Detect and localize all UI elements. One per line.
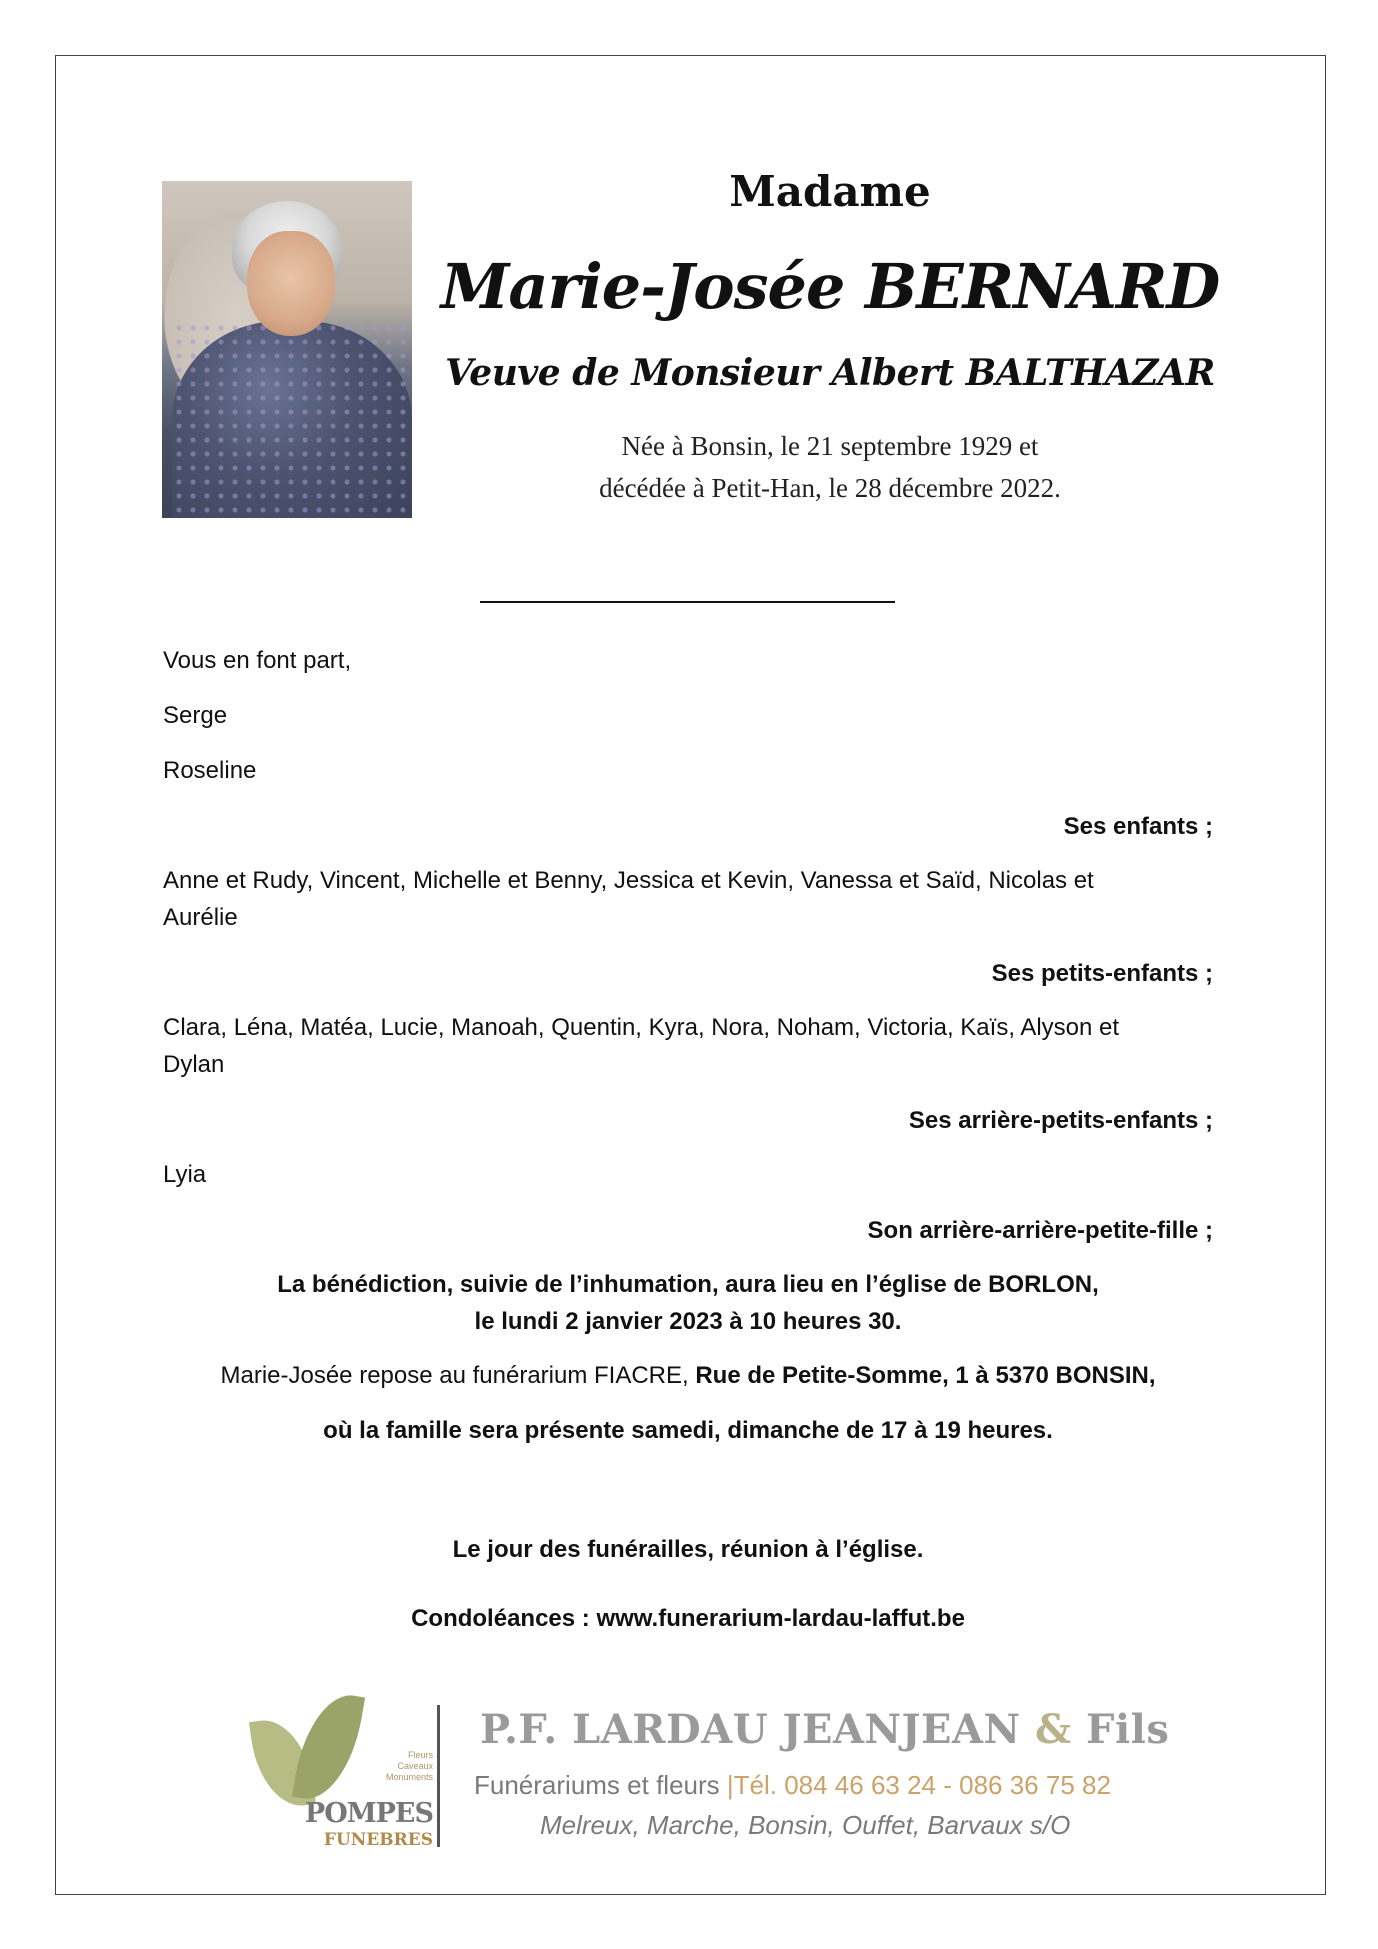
great-grandchildren-label: Ses arrière-petits-enfants ;: [908, 1107, 1213, 1134]
intro-text: Vous en font part,: [163, 647, 352, 674]
brand-name: P.F. LARDAU JEANJEAN & Fils: [480, 1706, 1170, 1753]
ceremony-date: le lundi 2 janvier 2023 à 10 heures 30.: [474, 1308, 902, 1335]
ceremony-block: [163, 1266, 1213, 1340]
great-grandchildren-line: Dylan: [163, 1051, 225, 1078]
separator-rule: [480, 601, 895, 603]
footer-divider: [437, 1705, 440, 1847]
died-line: décédée à Petit-Han, le 28 décembre 2022.: [599, 473, 1061, 503]
ceremony-line: La bénédiction, suivie de l’inhumation, aura lieu en l’église de BORLON,: [277, 1271, 1099, 1298]
repose-text: Marie-Josée repose au funérarium FIACRE,: [220, 1362, 696, 1389]
widow-line: Veuve de Monsieur Albert BALTHAZAR: [445, 352, 1215, 394]
condolences-link[interactable]: Condoléances : www.funerarium-lardau-laffut.be: [411, 1605, 965, 1632]
phone-numbers[interactable]: |Tél. 084 46 63 24 - 086 36 75 82: [726, 1770, 1111, 1800]
title-madame: Madame: [729, 167, 931, 216]
repose-line: [163, 1357, 1213, 1394]
leaf-icon: [292, 1688, 365, 1806]
born-line: Née à Bonsin, le 21 septembre 1929 et: [621, 431, 1039, 461]
child-name: Roseline: [163, 757, 257, 784]
birth-death-block: [430, 425, 1230, 509]
great-great-granddaughter: Lyia: [163, 1161, 207, 1188]
child-name: Serge: [163, 702, 228, 729]
family-presence: où la famille sera présente samedi, dimanche de 17 à 19 heures.: [323, 1417, 1053, 1444]
great-grandchildren-list: [163, 1009, 1213, 1083]
portrait-photo: [162, 181, 412, 518]
grandchildren-line: Aurélie: [163, 904, 238, 931]
logo-main-text: POMPES: [304, 1798, 433, 1829]
brand-tagline: Funérariums et fleurs |Tél. 084 46 63 24 - 086 36 75 82: [474, 1770, 1111, 1800]
grandchildren-label: Ses petits-enfants ;: [991, 960, 1213, 987]
great-great-granddaughter-label: Son arrière-arrière-petite-fille ;: [867, 1217, 1213, 1244]
gathering-note: Le jour des funérailles, réunion à l’église.: [452, 1536, 924, 1563]
grandchildren-line: Anne et Rudy, Vincent, Michelle et Benny, Jessica et Kevin, Vanessa et Saïd, Nicolas et: [163, 867, 1094, 894]
deceased-name: Marie-Josée BERNARD: [440, 250, 1220, 323]
brand-locations: Melreux, Marche, Bonsin, Ouffet, Barvaux s/O: [540, 1810, 1071, 1840]
great-grandchildren-line: Clara, Léna, Matéa, Lucie, Manoah, Quentin, Kyra, Nora, Noham, Victoria, Kaïs, Alyson et: [163, 1014, 1120, 1041]
grandchildren-list: [163, 862, 1213, 936]
pompes-funebres-logo: [233, 1690, 453, 1860]
logo-sub-text: FUNEBRES: [323, 1830, 433, 1850]
children-label: Ses enfants ;: [1063, 813, 1213, 840]
repose-address: Rue de Petite-Somme, 1 à 5370 BONSIN,: [695, 1362, 1156, 1389]
logo-services: Fleurs Caveaux Monuments: [385, 1750, 433, 1782]
